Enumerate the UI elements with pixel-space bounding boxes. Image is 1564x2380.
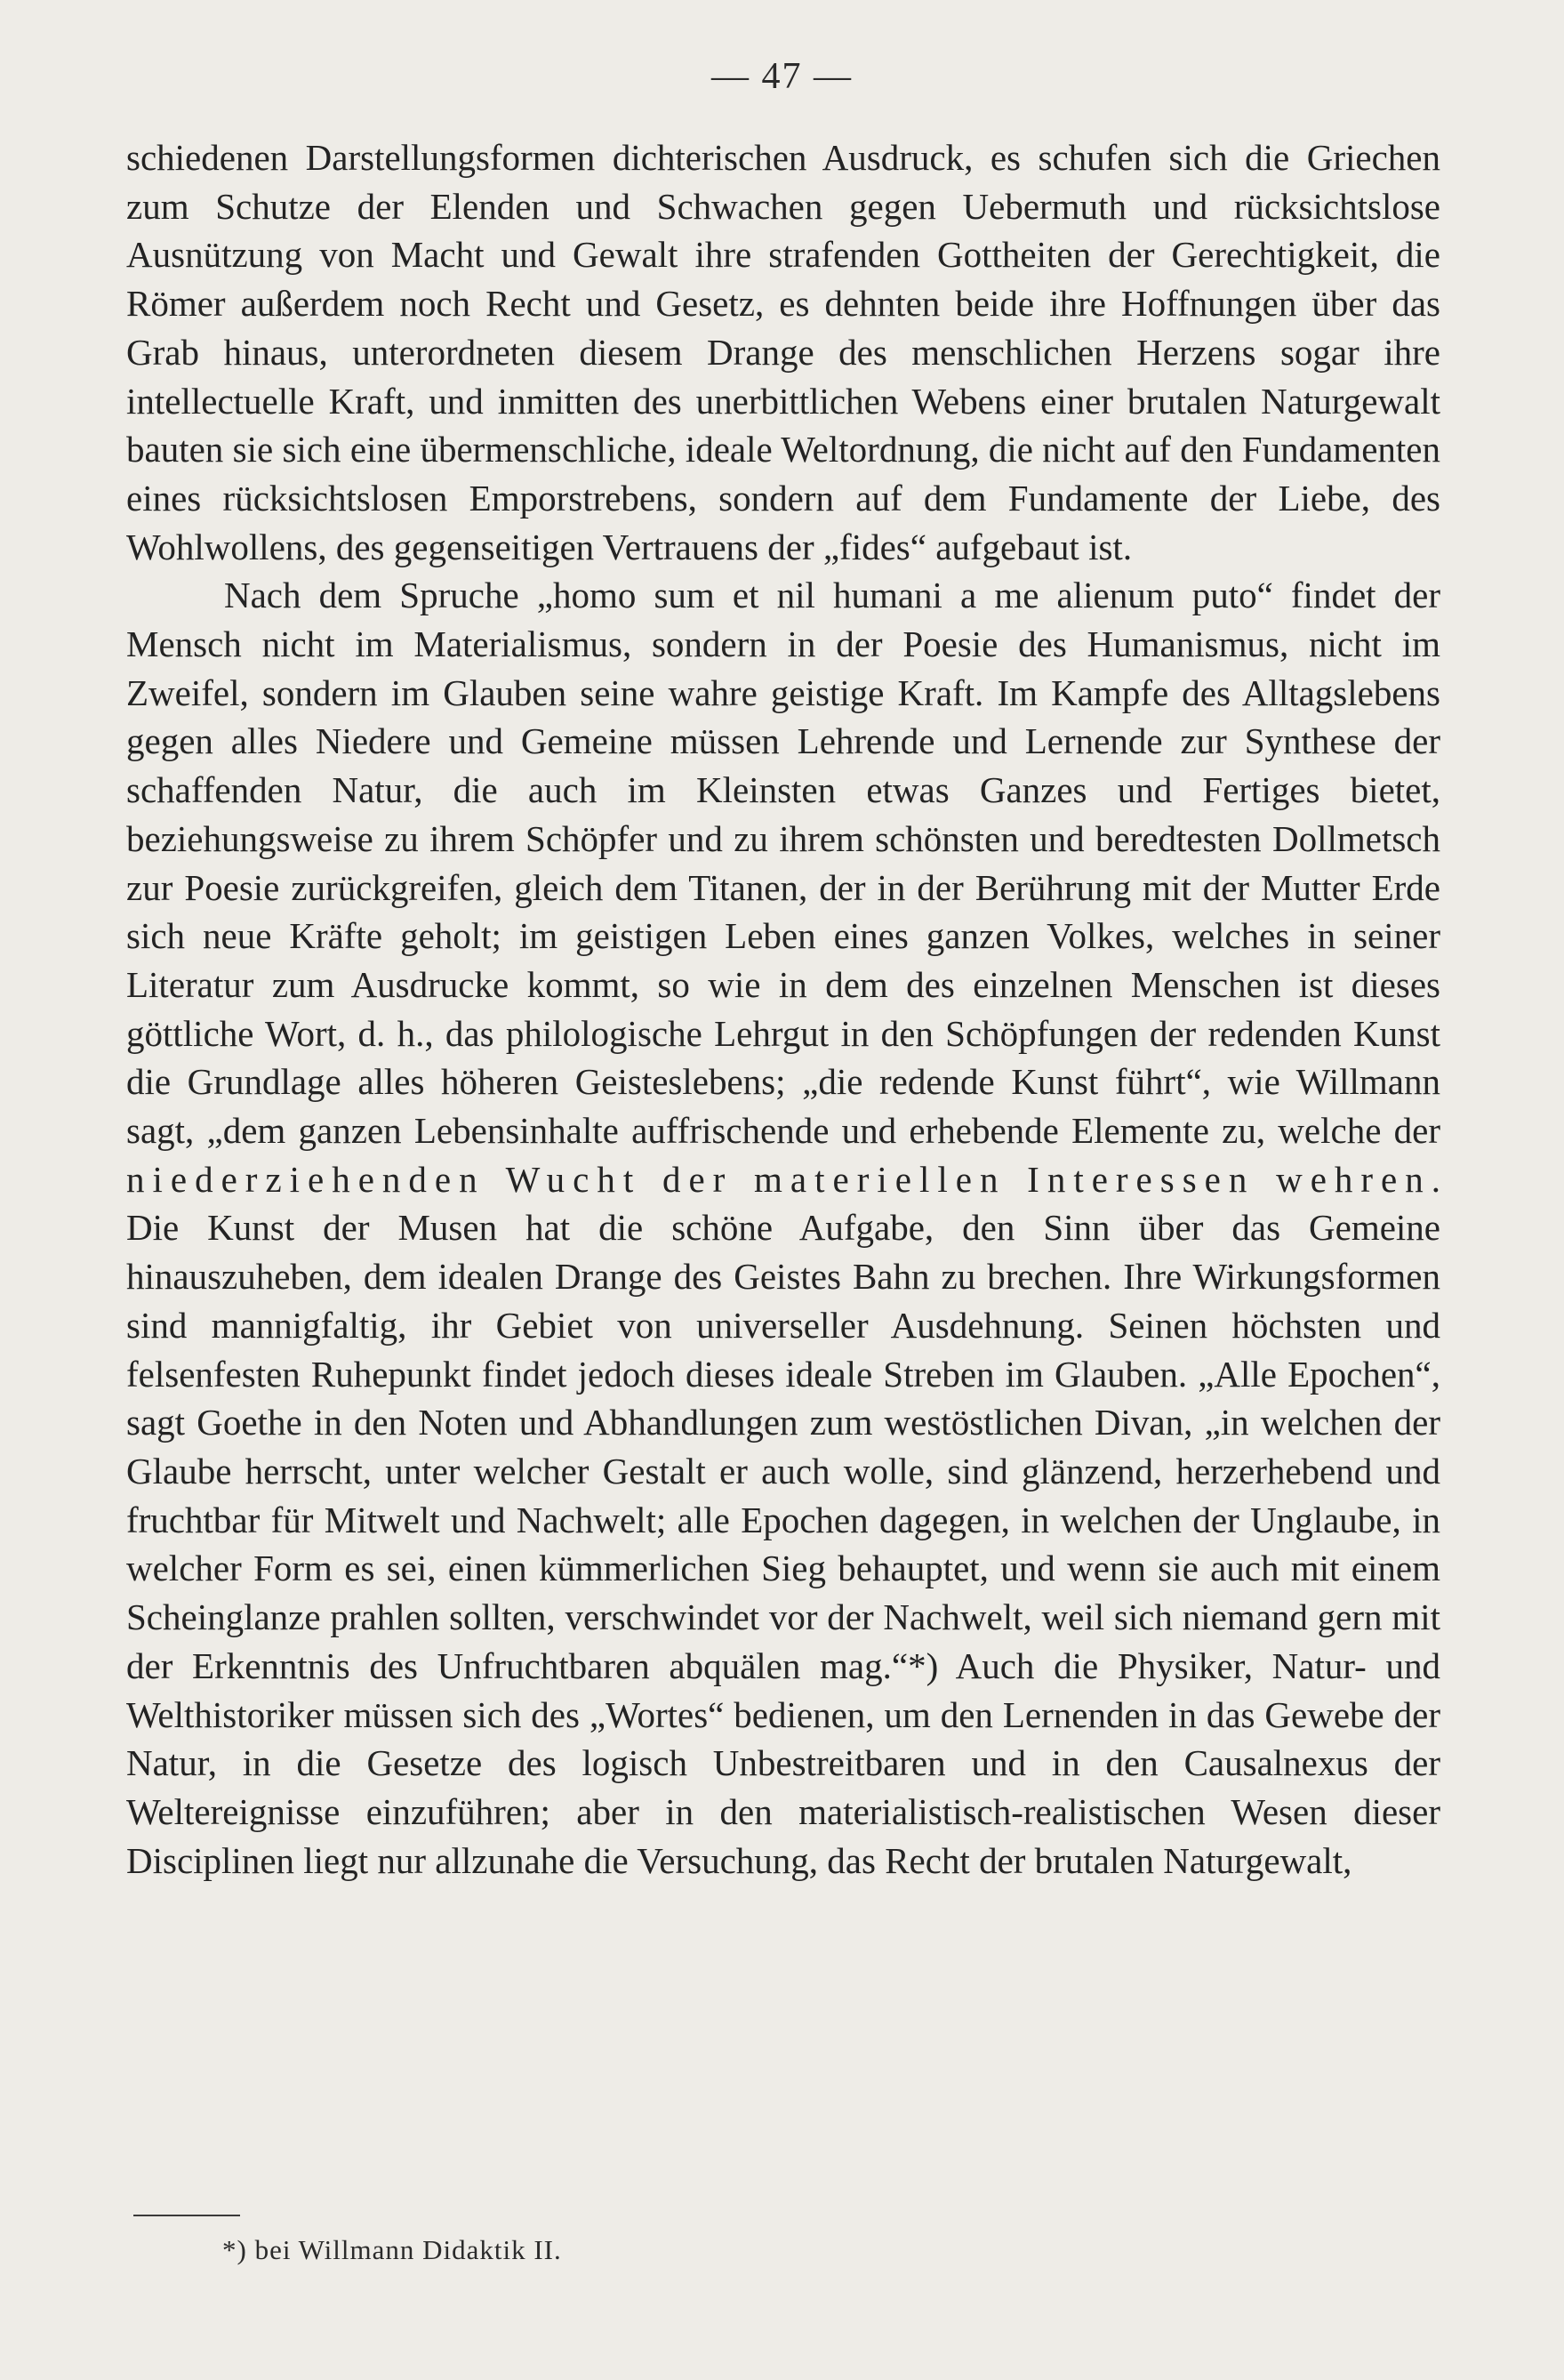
paragraph-2-part-2: . Die Kunst der Musen hat die schöne Aufgabe, den Sinn über das Gemeine hinauszuheben, dem idealen Drange des Geistes Bahn zu brechen. Ihre Wirkungsformen sind mannigfaltig, ihr Gebiet von universeller Ausdehnung. Seinen höchsten und felsenfesten Ruhepunkt findet jedoch dieses ideale Streben im Glauben. „Alle Epochen“, sagt Goethe in den Noten und Abhandlungen zum westöstlichen Divan, „in welchen der Glaube herrscht, unter welcher Gestalt er auch wolle, sind glänzend, herzerhebend und fruchtbar für Mitwelt und Nachwelt; alle Epochen dagegen, in welchen der Unglaube, in welcher Form es sei, einen kümmerlichen Sieg behauptet, und wenn sie auch mit einem Scheinglanze prahlen sollten, verschwindet vor der Nachwelt, weil sich niemand gern mit der Erkenntnis des Unfruchtbaren abquälen mag.“*) Auch die Physiker, Natur- und Welthistoriker müssen sich des „Wortes“ bedienen, um den Lernenden in das Gewebe der Natur, in die Gesetze des logisch Unbestreitbaren und in den Causalnexus der Weltereignisse einzuführen; aber in den materialistisch-realistischen Wesen dieser Disciplinen liegt nur allzunahe die Versuchung, das Recht der brutalen Naturgewalt,: [126, 1158, 1440, 1881]
paragraph-2-emphasis: niederziehenden Wucht der materiellen Interessen wehren: [126, 1158, 1432, 1200]
body-text: [126, 133, 1440, 1885]
footnote: *) bei Willmann Didaktik II.: [222, 2234, 562, 2265]
paragraph-2: [126, 571, 1440, 1885]
footnote-rule: [133, 2215, 240, 2216]
page-number: — 47 —: [711, 56, 853, 97]
paragraph-2-part-1: Nach dem Spruche „homo sum et nil humani a me alienum puto“ findet der Mensch nicht im Materialismus, sondern in der Poesie des Humanismus, nicht im Zweifel, sondern im Glauben seine wahre geistige Kraft. Im Kampfe des Alltagslebens gegen alles Niedere und Gemeine müssen Lehrende und Lernende zur Synthese der schaffenden Natur, die auch im Kleinsten etwas Ganzes und Fertiges bietet, beziehungsweise zu ihrem Schöpfer und zu ihrem schönsten und beredtesten Dollmetsch zur Poesie zurückgreifen, gleich dem Titanen, der in der Berührung mit der Mutter Erde sich neue Kräfte geholt; im geistigen Leben eines ganzen Volkes, welches in seiner Literatur zum Ausdrucke kommt, so wie in dem des einzelnen Menschen ist dieses göttliche Wort, d. h., das philologische Lehrgut in den Schöpfungen der redenden Kunst die Grundlage alles höheren Geisteslebens; „die redende Kunst führt“, wie Willmann sagt, „dem ganzen Lebensinhalte auffrischende und erhebende Elemente zu, welche der: [126, 575, 1440, 1152]
paragraph-1: schiedenen Darstellungsformen dichterischen Ausdruck, es schufen sich die Griechen zum Schutze der Elenden und Schwachen gegen Uebermuth und rücksichtslose Ausnützung von Macht und Gewalt ihre strafenden Gottheiten der Gerechtigkeit, die Römer außerdem noch Recht und Gesetz, es dehnten beide ihre Hoffnungen über das Grab hinaus, unterordneten diesem Drange des menschlichen Herzens sogar ihre intellectuelle Kraft, und inmitten des unerbittlichen Webens einer brutalen Naturgewalt bauten sie sich eine übermenschliche, ideale Weltordnung, die nicht auf den Fundamenten eines rücksichtslosen Emporstrebens, sondern auf dem Fundamente der Liebe, des Wohlwollens, des gegenseitigen Vertrauens der „fides“ aufgebaut ist.: [126, 137, 1440, 567]
